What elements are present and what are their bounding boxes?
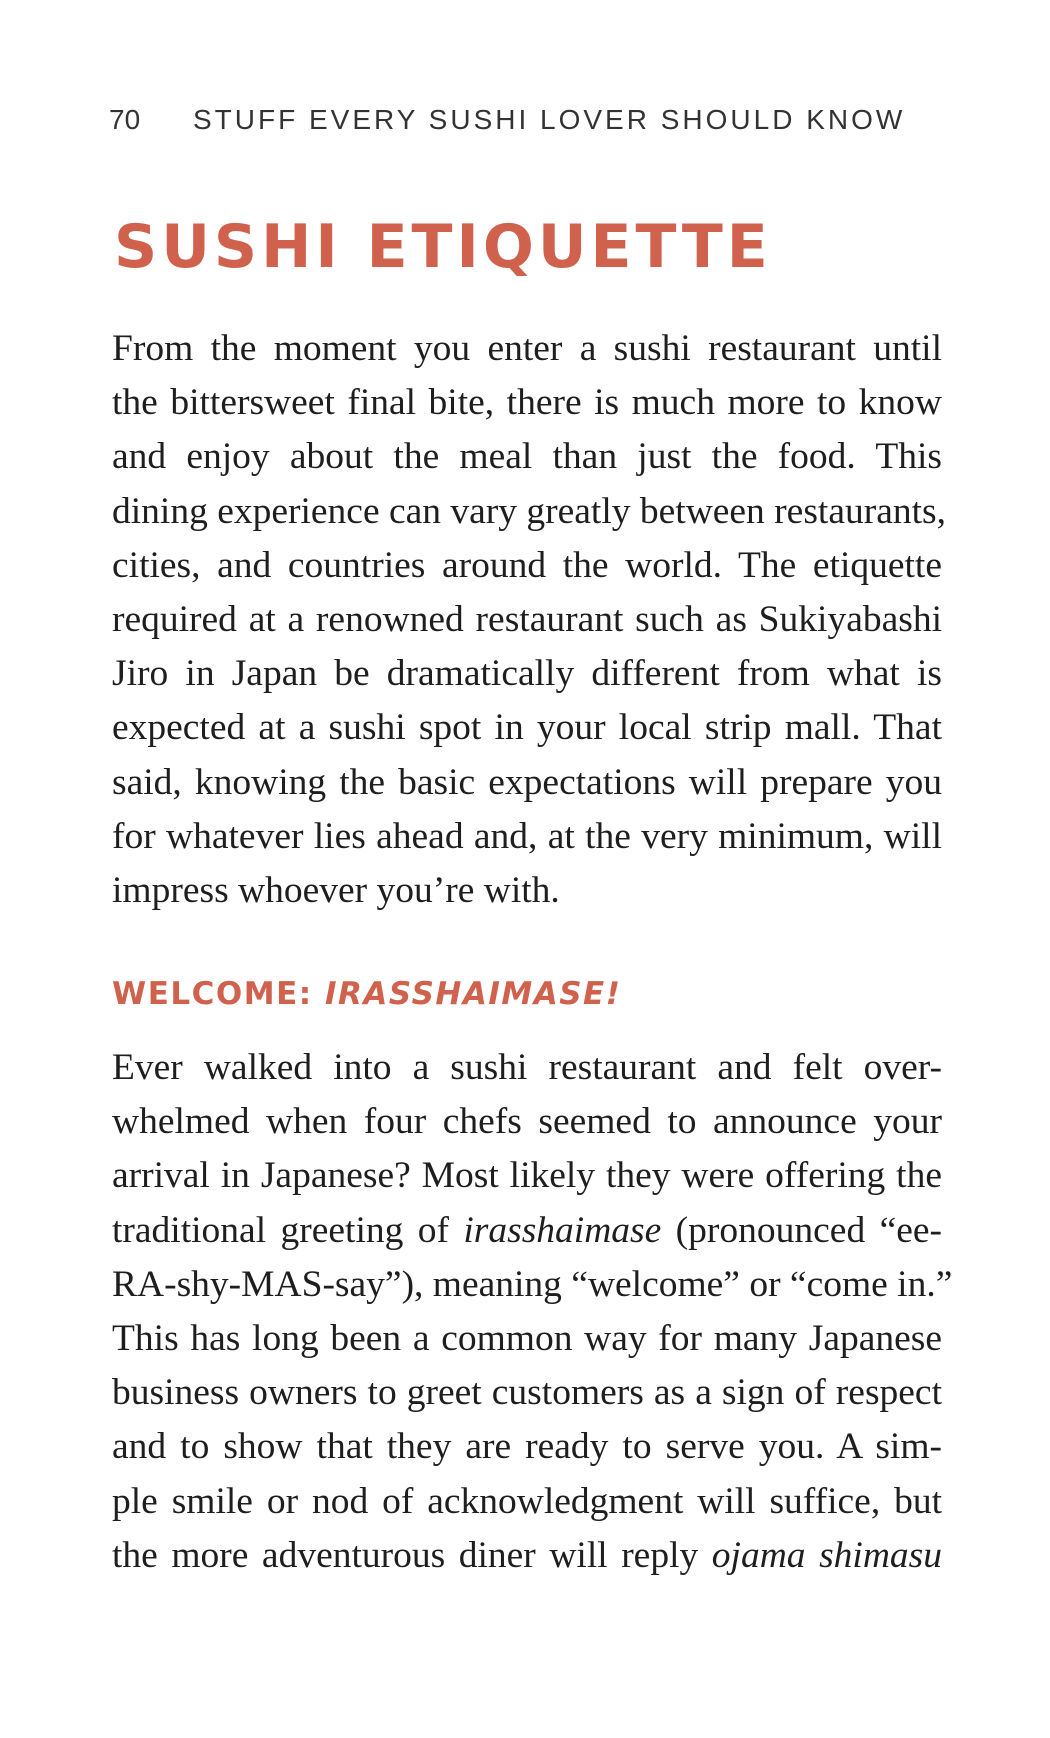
text-run: traditional greeting of: [112, 1209, 464, 1251]
japanese-term: ojama shimasu: [711, 1534, 942, 1576]
text-line: said, knowing the basic expectations will prepare you: [112, 761, 942, 803]
text-line: From the moment you enter a sushi restaurant until: [112, 328, 942, 369]
text-line: the bittersweet final bite, there is much more to know: [112, 382, 942, 424]
text-line: whelmed when four chefs seemed to announce your: [112, 1101, 942, 1143]
japanese-term: irasshaimase: [463, 1209, 662, 1251]
text-line: cities, and countries around the world. The etiquette: [112, 544, 942, 586]
text-line: dining experience can vary greatly between restaurants,: [112, 490, 946, 532]
text-line: Ever walked into a sushi restaurant and felt over-: [112, 1047, 942, 1088]
text-line: expected at a sushi spot in your local strip mall. That: [112, 707, 942, 749]
text-line: ple smile or nod of acknowledgment will suffice, but: [112, 1480, 942, 1522]
intro-paragraph: [112, 322, 946, 918]
text-line: for whatever lies ahead and, at the very minimum, will: [112, 815, 942, 857]
text-run: (pronounced “ee-: [661, 1209, 942, 1251]
text-line: and to show that they are ready to serve you. A sim-: [112, 1426, 942, 1468]
section-subhead: [112, 976, 621, 1012]
welcome-paragraph: [112, 1041, 953, 1583]
text-line: and enjoy about the meal than just the food. This: [112, 436, 942, 478]
text-line: impress whoever you’re with.: [112, 869, 560, 911]
page-number: 70: [109, 104, 141, 135]
text-line: [112, 1529, 942, 1583]
text-run: the more adventurous diner will reply: [112, 1534, 712, 1576]
subhead-label: WELCOME:: [112, 976, 325, 1012]
text-line: Jiro in Japan be dramatically different from what is: [112, 653, 942, 695]
text-line: [112, 1204, 942, 1258]
subhead-term: IRASSHAIMASE!: [324, 976, 622, 1012]
text-line: required at a renowned restaurant such as Sukiyabashi: [112, 598, 942, 640]
text-line: business owners to greet customers as a sign of respect: [112, 1372, 942, 1414]
running-head: [109, 104, 905, 136]
text-line: This has long been a common way for many Japanese: [112, 1317, 942, 1359]
book-title: STUFF EVERY SUSHI LOVER SHOULD KNOW: [193, 104, 906, 135]
text-line: RA-shy-MAS-say”), meaning “welcome” or “come in.”: [112, 1263, 953, 1305]
text-line: arrival in Japanese? Most likely they were offering the: [112, 1155, 942, 1197]
chapter-title: SUSHI ETIQUETTE: [114, 212, 772, 282]
